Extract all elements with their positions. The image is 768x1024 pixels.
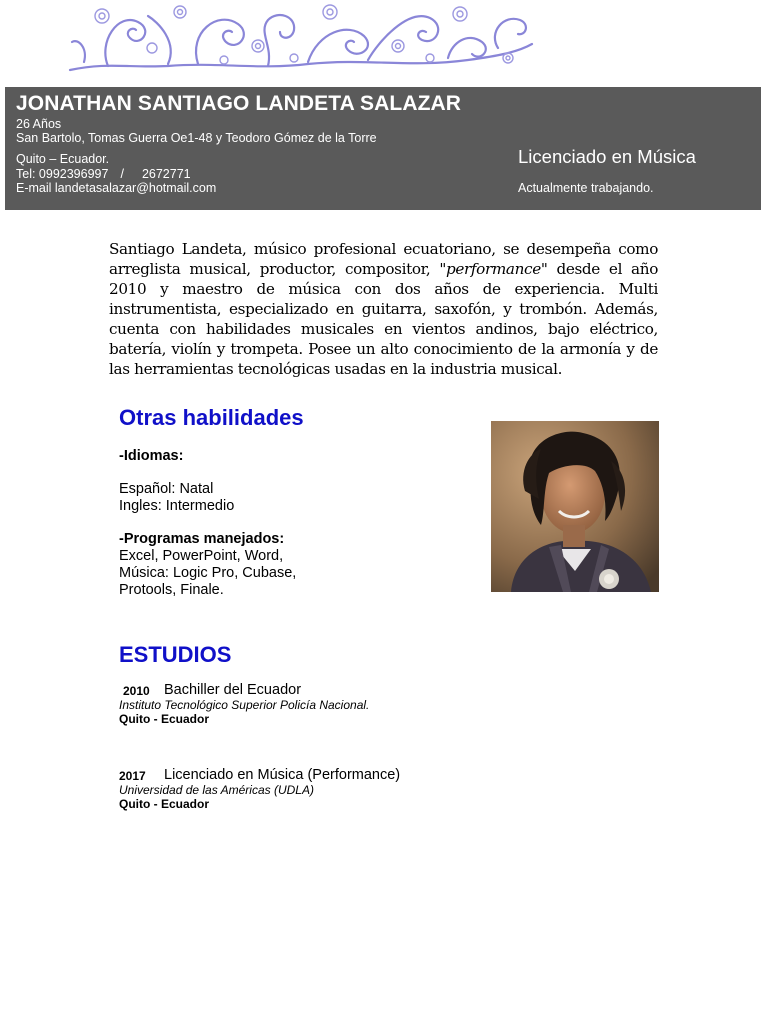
phone-alt: 2672771 xyxy=(141,167,191,181)
professional-title: Licenciado en Música xyxy=(518,146,696,167)
summary-part-1: Santiago Landeta, músico profesional ecuatoriano, se desempeña como arreglista musical, productor, compositor, xyxy=(109,240,658,278)
header-banner xyxy=(5,87,761,210)
education-section-title: ESTUDIOS xyxy=(119,642,232,667)
summary-part-2: desde el año 2010 y maestro de música con dos años de experiencia. Multi instrumentista, especializado en guitarra, saxofón, y trombón. Además, cuenta con habilidades musicales en vientos andinos, bajo eléctrico, batería, violín y trompeta. Posee un alto conocimiento de la armonía y de las herramientas tecnológicas usadas en la industria musical. xyxy=(109,260,658,378)
profile-photo xyxy=(491,421,659,592)
candidate-age: 26 Años xyxy=(16,117,62,131)
summary-emphasis: "performance" xyxy=(439,260,548,278)
candidate-phone xyxy=(16,167,191,181)
education-location: Quito - Ecuador xyxy=(119,712,209,726)
skills-section-title: Otras habilidades xyxy=(119,405,304,430)
education-year: 2017 xyxy=(119,769,146,783)
program-item: Música: Logic Pro, Cubase, xyxy=(119,565,297,581)
phone-separator: / xyxy=(120,167,124,181)
language-item: Español: Natal xyxy=(119,481,214,497)
employment-status: Actualmente trabajando. xyxy=(518,181,654,195)
education-location: Quito - Ecuador xyxy=(119,797,209,811)
education-institution: Instituto Tecnológico Superior Policía Nacional. xyxy=(119,698,370,712)
decorative-swirl-banner xyxy=(68,2,534,72)
candidate-name: JONATHAN SANTIAGO LANDETA SALAZAR xyxy=(16,92,462,115)
languages-label: -Idiomas: xyxy=(119,448,184,464)
education-year: 2010 xyxy=(123,684,150,698)
programs-label: -Programas manejados: xyxy=(119,531,285,547)
education-degree: Licenciado en Música (Performance) xyxy=(164,767,401,783)
profile-summary xyxy=(109,239,658,379)
candidate-city: Quito – Ecuador. xyxy=(16,152,110,166)
candidate-address: San Bartolo, Tomas Guerra Oe1-48 y Teodoro Gómez de la Torre xyxy=(16,131,377,145)
program-item: Excel, PowerPoint, Word, xyxy=(119,548,284,564)
program-item: Protools, Finale. xyxy=(119,582,224,598)
education-degree: Bachiller del Ecuador xyxy=(164,682,302,698)
candidate-email: E-mail landetasalazar@hotmail.com xyxy=(16,181,217,195)
education-institution: Universidad de las Américas (UDLA) xyxy=(119,783,314,797)
phone-primary: Tel: 0992396997 xyxy=(16,167,109,181)
language-item: Ingles: Intermedio xyxy=(119,498,235,514)
